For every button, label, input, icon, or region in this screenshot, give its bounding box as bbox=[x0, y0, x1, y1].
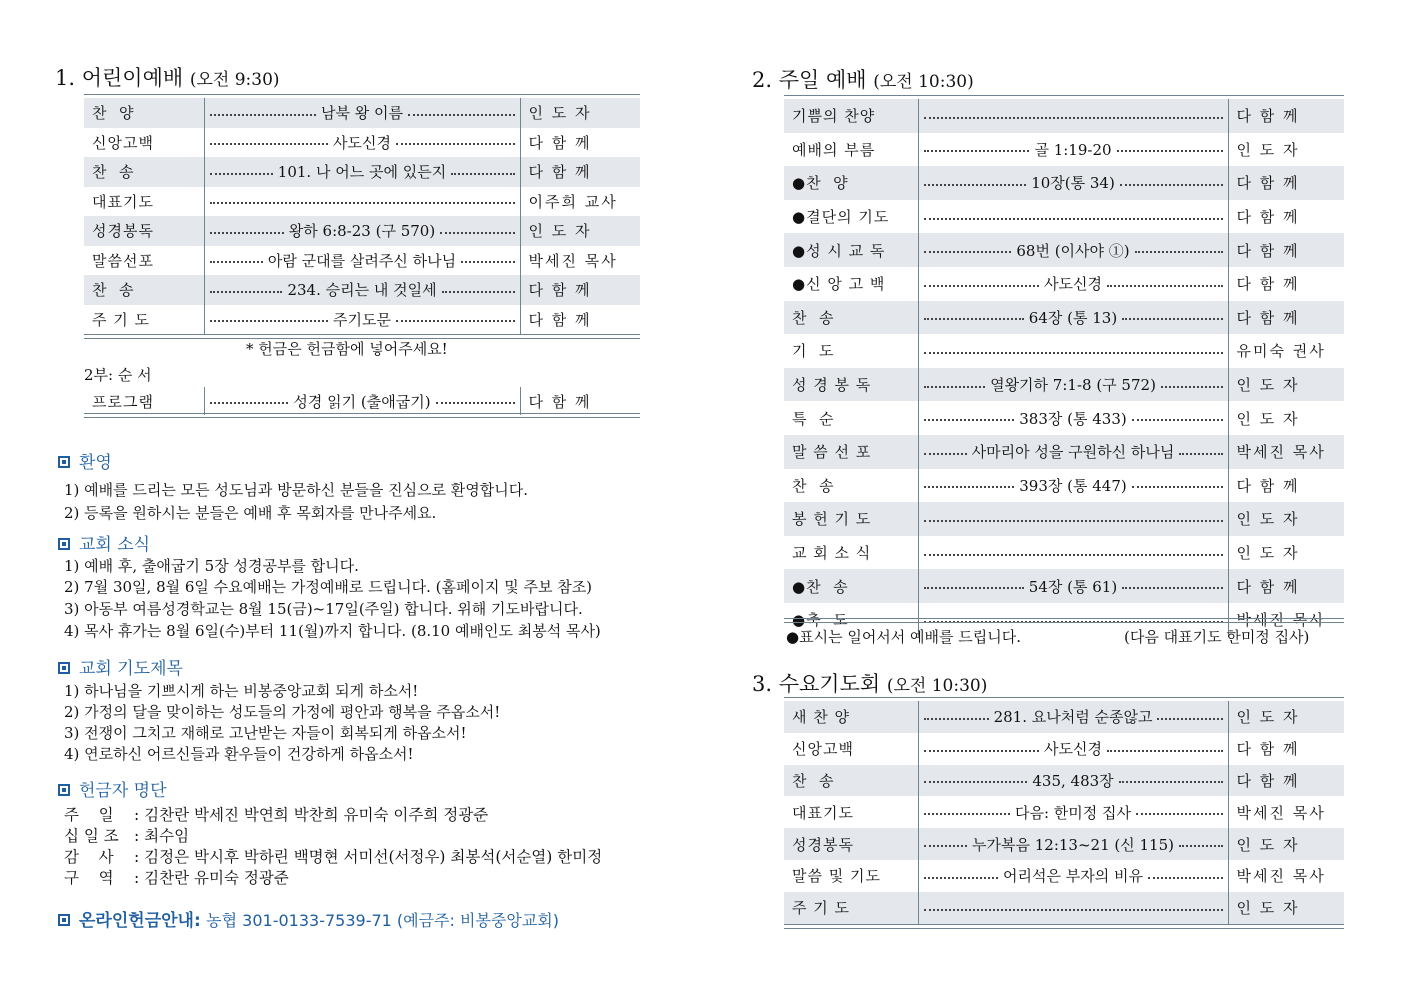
section-title-sunday-worship: 2. 주일 예배 (오전 10:30) bbox=[752, 68, 974, 92]
section-heading-offering: 헌금자 명단 bbox=[58, 776, 167, 801]
content-text: 성경 읽기 (출애굽기) bbox=[293, 392, 431, 411]
service-item-label: ●축 도 bbox=[792, 611, 849, 630]
service-row bbox=[84, 216, 640, 246]
service-row bbox=[84, 305, 640, 335]
leader-dots bbox=[1119, 781, 1223, 783]
offering-row: 주 일 : 김찬란 박세진 박연희 박찬희 유미숙 이주희 정광준 bbox=[64, 806, 489, 824]
service-row bbox=[784, 435, 1344, 469]
leader-dots bbox=[451, 173, 514, 175]
standing-note: ●표시는 일어서서 예배를 드립니다. bbox=[786, 628, 1022, 646]
leader-dots bbox=[924, 718, 989, 720]
service-item-label: 찬 송 bbox=[784, 301, 918, 335]
service-row bbox=[784, 765, 1344, 797]
section-heading-prayer: 교회 기도제목 bbox=[58, 654, 183, 679]
service-item-label: 주 기 도 bbox=[784, 892, 918, 924]
service-item-content bbox=[918, 200, 1228, 234]
service-row bbox=[84, 157, 640, 187]
service-item-content bbox=[204, 305, 520, 335]
service-row bbox=[784, 401, 1344, 435]
service-item-leader: 인 도 자 bbox=[1228, 892, 1344, 924]
content-text: 어리석은 부자의 비유 bbox=[1003, 867, 1143, 886]
content-text: 435, 483장 bbox=[1032, 771, 1114, 790]
leader-dots bbox=[1107, 750, 1223, 752]
service-row bbox=[784, 334, 1344, 368]
service-row bbox=[784, 502, 1344, 536]
service-item-leader: 다 함 께 bbox=[1228, 569, 1344, 603]
content-text: 54장 (통 61) bbox=[1028, 577, 1118, 596]
service-item-label: 프로그램 bbox=[92, 392, 154, 411]
service-item-content bbox=[204, 387, 520, 415]
service-item-label: 대표기도 bbox=[792, 803, 854, 822]
service-item-leader: 인 도 자 bbox=[1236, 140, 1300, 159]
leader-dots bbox=[1157, 718, 1222, 720]
leader-dots bbox=[1117, 150, 1223, 152]
news-item: 4) 목사 휴가는 8월 6일(수)부터 11(월)까지 합니다. (8.10 예배인도 최봉석 목사) bbox=[64, 622, 601, 640]
table-bottom-rule bbox=[784, 618, 1344, 623]
service-row bbox=[784, 368, 1344, 402]
square-bullet-icon bbox=[58, 784, 70, 796]
content-text: 왕하 6:8-23 (구 570) bbox=[288, 222, 436, 241]
children-worship-table bbox=[84, 98, 640, 334]
service-row bbox=[84, 275, 640, 305]
service-row bbox=[784, 860, 1344, 892]
service-item-label: 찬 송 bbox=[84, 157, 204, 187]
service-item-content bbox=[918, 860, 1228, 892]
service-item-label: ●찬 송 bbox=[784, 569, 918, 603]
leader-dots bbox=[1120, 184, 1223, 186]
service-item-content bbox=[918, 99, 1228, 133]
service-item-label: 신앙고백 bbox=[92, 133, 154, 152]
section-heading-news: 교회 소식 bbox=[58, 530, 150, 555]
offering-row: 감 사 : 김정은 박시후 박하린 백명현 서미선(서정우) 최봉석(서순열) 한미정 bbox=[64, 848, 603, 866]
service-row bbox=[784, 892, 1344, 924]
leader-dots bbox=[210, 232, 284, 234]
leader-dots bbox=[396, 143, 515, 145]
prayer-item: 4) 연로하신 어르신들과 환우들이 건강하게 하옵소서! bbox=[64, 745, 414, 763]
service-row bbox=[784, 133, 1344, 167]
service-row bbox=[84, 387, 640, 415]
service-row bbox=[84, 98, 640, 128]
leader-dots bbox=[924, 117, 1223, 119]
service-item-label: 봉 헌 기 도 bbox=[784, 502, 918, 536]
leader-dots bbox=[440, 232, 514, 234]
service-item-content bbox=[204, 128, 520, 158]
leader-dots bbox=[924, 781, 1028, 783]
service-item-label: 특 순 bbox=[792, 409, 835, 428]
service-item-label: 말씀선포 bbox=[92, 251, 154, 270]
service-row bbox=[784, 469, 1344, 503]
square-bullet-icon bbox=[58, 662, 70, 674]
offering-row: 십 일 조 : 최수임 bbox=[64, 827, 190, 845]
service-item-label: ●성 시 교 독 bbox=[784, 233, 918, 267]
next-prayer-note: (다음 대표기도 한미정 집사) bbox=[1124, 628, 1310, 646]
leader-dots bbox=[924, 909, 1223, 911]
wednesday-prayer-table bbox=[784, 701, 1344, 924]
leader-dots bbox=[924, 554, 1223, 556]
leader-dots bbox=[408, 114, 515, 116]
service-item-label: 새 찬 양 bbox=[784, 701, 918, 733]
service-item-content bbox=[918, 334, 1228, 368]
service-item-content bbox=[204, 275, 520, 305]
service-item-label: 대표기도 bbox=[92, 192, 154, 211]
leader-dots bbox=[210, 320, 329, 322]
service-item-leader: 다 함 께 bbox=[520, 157, 640, 187]
part2-label: 2부: 순 서 bbox=[84, 366, 152, 384]
welcome-item: 1) 예배를 드리는 모든 성도님과 방문하신 분들을 진심으로 환영합니다. bbox=[64, 481, 529, 499]
service-item-label: 기 도 bbox=[792, 342, 835, 361]
service-item-content bbox=[918, 765, 1228, 797]
leader-dots bbox=[1122, 318, 1222, 320]
square-bullet-icon bbox=[58, 538, 70, 550]
service-item-label: 말 씀 선 포 bbox=[784, 435, 918, 469]
service-item-label: 성경봉독 bbox=[84, 216, 204, 246]
service-item-label: 교 회 소 식 bbox=[792, 544, 872, 563]
leader-dots bbox=[436, 402, 515, 404]
service-item-content bbox=[918, 233, 1228, 267]
service-row bbox=[784, 200, 1344, 234]
leader-dots bbox=[210, 402, 289, 404]
service-item-content bbox=[918, 267, 1228, 301]
leader-dots bbox=[210, 202, 515, 204]
leader-dots bbox=[210, 291, 283, 293]
leader-dots bbox=[924, 419, 1015, 421]
service-item-content bbox=[204, 216, 520, 246]
section-heading-welcome: 환영 bbox=[58, 448, 112, 473]
service-item-leader: 다 함 께 bbox=[1236, 740, 1300, 759]
service-item-label: 주 기 도 bbox=[92, 310, 151, 329]
service-item-leader: 다 함 께 bbox=[1236, 275, 1300, 294]
service-item-label: 신앙고백 bbox=[792, 740, 854, 759]
content-text: 열왕기하 7:1-8 (구 572) bbox=[990, 376, 1156, 395]
content-text: 234. 승리는 내 것일세 bbox=[287, 281, 437, 300]
service-item-label: ●신 앙 고 백 bbox=[792, 275, 886, 294]
service-row bbox=[784, 569, 1344, 603]
online-offering-info: 온라인헌금안내: 농협 301-0133-7539-71 (예금주: 비봉중앙교회) bbox=[58, 906, 559, 931]
service-item-content bbox=[918, 133, 1228, 167]
service-row bbox=[784, 166, 1344, 200]
service-row bbox=[784, 701, 1344, 733]
service-item-content bbox=[204, 246, 520, 276]
service-item-leader: 인 도 자 bbox=[1228, 828, 1344, 860]
service-item-label: 기쁨의 찬양 bbox=[784, 99, 918, 133]
service-item-content bbox=[918, 828, 1228, 860]
leader-dots bbox=[924, 486, 1015, 488]
welcome-item: 2) 등록을 원하시는 분들은 예배 후 목회자를 만나주세요. bbox=[64, 504, 437, 522]
service-item-leader: 다 함 께 bbox=[1236, 476, 1300, 495]
service-item-content bbox=[918, 502, 1228, 536]
service-item-content bbox=[918, 401, 1228, 435]
service-item-leader: 박세진 목사 bbox=[528, 251, 618, 270]
service-item-content bbox=[918, 796, 1228, 828]
service-item-leader: 다 함 께 bbox=[1228, 765, 1344, 797]
service-item-content bbox=[918, 701, 1228, 733]
service-item-leader: 유미숙 권사 bbox=[1236, 342, 1326, 361]
service-item-leader: 박세진 목사 bbox=[1228, 435, 1344, 469]
content-text: 393장 (통 447) bbox=[1019, 476, 1127, 495]
leader-dots bbox=[1136, 813, 1222, 815]
content-text: 누가복음 12:13~21 (신 115) bbox=[972, 835, 1174, 854]
leader-dots bbox=[210, 261, 263, 263]
service-item-leader: 다 함 께 bbox=[1228, 233, 1344, 267]
service-item-content bbox=[204, 187, 520, 217]
leader-dots bbox=[924, 318, 1024, 320]
prayer-item: 3) 전쟁이 그치고 재해로 고난받는 자들이 회복되게 하옵소서! bbox=[64, 724, 467, 742]
service-item-leader: 다 함 께 bbox=[1228, 99, 1344, 133]
leader-dots bbox=[1122, 587, 1222, 589]
service-item-content bbox=[918, 536, 1228, 570]
service-row bbox=[784, 301, 1344, 335]
service-item-label: 찬 송 bbox=[84, 275, 204, 305]
leader-dots bbox=[1135, 251, 1223, 253]
service-row bbox=[84, 246, 640, 276]
news-item: 3) 아동부 여름성경학교는 8월 15(금)~17일(주일) 합니다. 위해 기도바랍니다. bbox=[64, 600, 583, 618]
leader-dots bbox=[924, 877, 999, 879]
leader-dots bbox=[1132, 486, 1223, 488]
leader-dots bbox=[396, 320, 515, 322]
table-bottom-rule bbox=[784, 924, 1344, 929]
content-text: 아람 군대를 살려주신 하나님 bbox=[267, 251, 457, 270]
leader-dots bbox=[461, 261, 514, 263]
service-row bbox=[784, 267, 1344, 301]
content-text: 64장 (통 13) bbox=[1028, 308, 1118, 327]
service-item-content bbox=[918, 733, 1228, 765]
leader-dots bbox=[924, 251, 1012, 253]
news-item: 1) 예배 후, 출애굽기 5장 성경공부를 합니다. bbox=[64, 557, 359, 575]
content-text: 68번 (이사야 ①) bbox=[1016, 241, 1130, 260]
service-item-content bbox=[918, 166, 1228, 200]
leader-dots bbox=[1179, 845, 1223, 847]
service-item-label: 찬 양 bbox=[84, 98, 204, 128]
service-item-leader: 인 도 자 bbox=[1228, 502, 1344, 536]
service-item-leader: 인 도 자 bbox=[1228, 701, 1344, 733]
table-bottom-rule bbox=[84, 413, 640, 418]
content-text: 다음: 한미정 집사 bbox=[1014, 803, 1132, 822]
section-title-children-worship: 1. 어린이예배 (오전 9:30) bbox=[55, 66, 280, 90]
leader-dots bbox=[442, 291, 515, 293]
service-item-content bbox=[918, 368, 1228, 402]
leader-dots bbox=[924, 285, 1040, 287]
content-text: 383장 (통 433) bbox=[1019, 409, 1127, 428]
service-item-label: 성경봉독 bbox=[784, 828, 918, 860]
leader-dots bbox=[924, 150, 1030, 152]
leader-dots bbox=[924, 587, 1024, 589]
leader-dots bbox=[924, 453, 967, 455]
service-item-leader: 인 도 자 bbox=[1228, 368, 1344, 402]
service-row bbox=[784, 233, 1344, 267]
service-item-label: 찬 송 bbox=[784, 765, 918, 797]
content-text: 골 1:19-20 bbox=[1034, 140, 1112, 159]
service-row bbox=[784, 99, 1344, 133]
leader-dots bbox=[1132, 419, 1223, 421]
leader-dots bbox=[924, 813, 1010, 815]
service-item-label: ●찬 양 bbox=[784, 166, 918, 200]
leader-dots bbox=[924, 386, 986, 388]
service-item-label: 성 경 봉 독 bbox=[784, 368, 918, 402]
service-item-label: ●결단의 기도 bbox=[792, 208, 890, 227]
offering-row: 구 역 : 김찬란 유미숙 정광준 bbox=[64, 869, 289, 887]
service-item-leader: 다 함 께 bbox=[520, 275, 640, 305]
content-text: 사도신경 bbox=[1044, 740, 1102, 759]
leader-dots bbox=[1148, 877, 1223, 879]
prayer-item: 2) 가정의 달을 맞이하는 성도들의 가정에 평안과 행복을 주옵소서! bbox=[64, 703, 501, 721]
leader-dots bbox=[210, 114, 317, 116]
service-item-content bbox=[918, 892, 1228, 924]
service-row bbox=[784, 536, 1344, 570]
service-item-content bbox=[204, 157, 520, 187]
leader-dots bbox=[1107, 285, 1223, 287]
leader-dots bbox=[210, 173, 273, 175]
leader-dots bbox=[1179, 453, 1222, 455]
service-item-leader: 인 도 자 bbox=[520, 216, 640, 246]
leader-dots bbox=[1161, 386, 1223, 388]
content-text: 281. 요나처럼 순종않고 bbox=[993, 708, 1153, 727]
service-item-label: 찬 송 bbox=[792, 476, 835, 495]
leader-dots bbox=[924, 845, 968, 847]
service-item-content bbox=[918, 301, 1228, 335]
service-row bbox=[784, 733, 1344, 765]
prayer-item: 1) 하나님을 기쁘시게 하는 비봉중앙교회 되게 하소서! bbox=[64, 682, 419, 700]
service-item-content bbox=[204, 98, 520, 128]
service-item-label: 말씀 및 기도 bbox=[792, 867, 881, 886]
service-item-content bbox=[918, 435, 1228, 469]
section-title-wednesday-prayer: 3. 수요기도회 (오전 10:30) bbox=[752, 672, 988, 696]
service-item-leader: 인 도 자 bbox=[520, 98, 640, 128]
part2-table bbox=[84, 387, 640, 415]
leader-dots bbox=[924, 520, 1223, 522]
sunday-worship-table bbox=[784, 99, 1344, 637]
service-item-leader: 인 도 자 bbox=[1236, 409, 1300, 428]
news-item: 2) 7월 30일, 8월 6일 수요예배는 가정예배로 드립니다. (홈페이지 및 주보 참조) bbox=[64, 578, 593, 596]
content-text: 남북 왕 이름 bbox=[321, 104, 403, 123]
service-item-leader: 박세진 목사 bbox=[1236, 611, 1326, 630]
service-item-leader: 이주희 교사 bbox=[528, 192, 618, 211]
content-text: 사도신경 bbox=[1044, 275, 1102, 294]
service-item-leader: 다 함 께 bbox=[528, 310, 592, 329]
leader-dots bbox=[924, 352, 1223, 354]
service-row bbox=[784, 796, 1344, 828]
leader-dots bbox=[924, 218, 1223, 220]
offering-note: * 헌금은 헌금함에 넣어주세요! bbox=[246, 340, 448, 358]
square-bullet-icon bbox=[58, 914, 70, 926]
service-item-leader: 인 도 자 bbox=[1236, 544, 1300, 563]
service-item-leader: 다 함 께 bbox=[1236, 208, 1300, 227]
service-item-content bbox=[918, 469, 1228, 503]
service-item-leader: 박세진 목사 bbox=[1236, 803, 1326, 822]
service-item-content bbox=[918, 569, 1228, 603]
content-text: 101. 나 어느 곳에 있든지 bbox=[277, 163, 447, 182]
leader-dots bbox=[210, 143, 329, 145]
service-item-leader: 다 함 께 bbox=[1228, 301, 1344, 335]
service-row bbox=[784, 828, 1344, 860]
content-text: 사도신경 bbox=[333, 133, 391, 152]
content-text: 주기도문 bbox=[333, 310, 391, 329]
content-text: 10장(통 34) bbox=[1031, 174, 1115, 193]
leader-dots bbox=[924, 184, 1027, 186]
service-item-leader: 다 함 께 bbox=[1228, 166, 1344, 200]
square-bullet-icon bbox=[58, 456, 70, 468]
service-item-label: 예배의 부름 bbox=[792, 140, 876, 159]
service-row bbox=[84, 128, 640, 158]
service-item-leader: 다 함 께 bbox=[528, 392, 592, 411]
content-text: 사마리아 성을 구원하신 하나님 bbox=[971, 443, 1175, 462]
leader-dots bbox=[924, 750, 1040, 752]
service-row bbox=[84, 187, 640, 217]
service-item-leader: 다 함 께 bbox=[528, 133, 592, 152]
service-item-leader: 박세진 목사 bbox=[1236, 867, 1326, 886]
